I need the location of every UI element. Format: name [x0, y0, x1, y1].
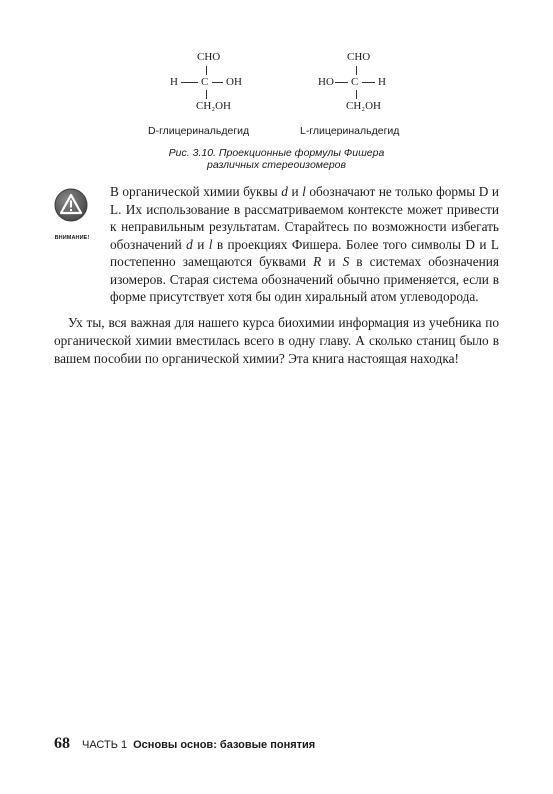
figure-caption	[100, 147, 453, 171]
d-glyceraldehyde-structure	[170, 52, 250, 114]
d-bottom-bond	[206, 90, 207, 99]
warning-text-part: и	[192, 236, 209, 252]
l-top-bond	[356, 66, 357, 75]
warning-text-italic: l	[208, 236, 213, 252]
warning-triangle-icon	[54, 188, 88, 222]
l-left-bond	[335, 82, 348, 83]
d-left-group: H	[170, 76, 178, 88]
l-center-atom: C	[351, 76, 359, 88]
warning-text-italic: R	[313, 254, 322, 269]
l-right-group: H	[378, 76, 386, 88]
warning-label: ВНИМАНИЕ!	[54, 235, 90, 241]
warning-text-part: в проекциях Фишера. Более того символы D и L постепенно замещаются буквами	[110, 236, 499, 269]
d-left-bond	[181, 82, 198, 83]
l-bottom-bond	[356, 90, 357, 99]
warning-text-italic: d	[281, 184, 288, 199]
l-right-bond	[362, 82, 375, 83]
warning-text-part: в системах обозначения изомеров. Старая система обозначений обычно применяется, если в форме присутствует хотя бы один хиральный атом углеводорода.	[110, 254, 499, 304]
d-right-bond	[212, 82, 223, 83]
warning-text-italic: S	[342, 254, 350, 269]
page-number: 68	[54, 735, 70, 752]
caption-line-1: Рис. 3.10. Проекционные формулы Фишера	[168, 147, 385, 159]
page-footer	[54, 735, 315, 753]
warning-text-part: и	[321, 254, 343, 269]
part-label: ЧАСТЬ 1	[82, 739, 128, 751]
d-right-group: OH	[226, 76, 242, 88]
l-left-group: HO	[318, 76, 334, 88]
d-top-bond	[206, 66, 207, 75]
l-bottom-group: CH₂OH	[346, 100, 382, 112]
l-top-group: CHO	[347, 51, 371, 63]
chapter-title: Основы основ: базовые понятия	[133, 739, 316, 751]
warning-text-italic: d	[186, 236, 193, 252]
l-glyceraldehyde-structure	[318, 52, 398, 114]
d-molecule-label: D-глицеринальдегид	[148, 125, 250, 137]
body-paragraph: Ух ты, вся важная для нашего курса биохимии информация из учебника по органической химии вместилась всего в одну главу. А сколько станиц было в вашем пособии по органической химии? Эта книга настоящая находка!	[54, 315, 499, 366]
caption-line-2: различных стереоизомеров	[207, 159, 346, 171]
l-molecule-label: L-глицеринальдегид	[300, 125, 400, 137]
warning-text-italic: l	[302, 184, 306, 199]
d-center-atom: C	[201, 76, 209, 88]
warning-text-part: обозначают не только формы D и L. Их использование в рассматриваемом контексте может привести к неправильным результатам. Старайтесь по возможности избегать обозначений	[110, 184, 499, 252]
d-top-group: CHO	[197, 51, 221, 63]
d-bottom-group: CH₂OH	[196, 100, 232, 112]
warning-text	[110, 183, 499, 306]
warning-text-part: В органической химии буквы	[110, 184, 282, 199]
warning-text-part: и	[287, 184, 303, 199]
